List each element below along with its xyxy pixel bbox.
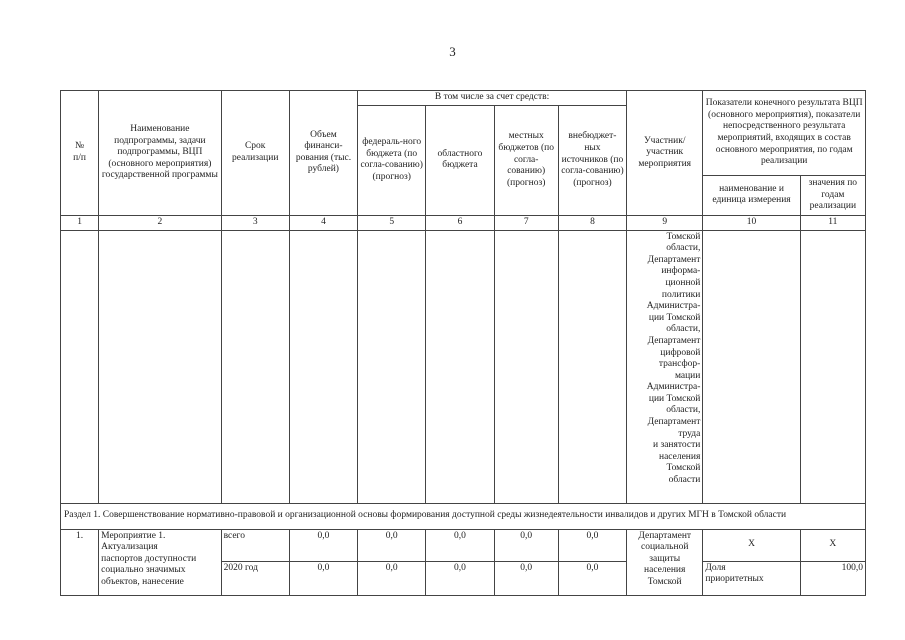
header-regional: областного бюджета: [426, 106, 494, 216]
activity-volume: 0,0: [289, 529, 357, 561]
header-local: местных бюджетов (по согла-сованию) (прогноз): [494, 106, 558, 216]
col-number: 2: [99, 215, 221, 230]
activity-period: всего: [221, 529, 289, 561]
activity-value: Х: [800, 529, 865, 561]
col-number: 8: [558, 215, 626, 230]
empty-cell: [289, 230, 357, 503]
activity-regional: 0,0: [426, 529, 494, 561]
header-name: Наименование подпрограммы, задачи подпрограммы, ВЦП (основного мероприятия) государственной программы: [99, 91, 221, 216]
header-num: № п/п: [61, 91, 99, 216]
header-row-1: [61, 91, 866, 106]
activity-indicator: Доля приоритетных: [703, 561, 800, 595]
col-number: 9: [627, 215, 703, 230]
header-participant: Участник/ участник мероприятия: [627, 91, 703, 216]
continuation-row: [61, 230, 866, 503]
col-number: 11: [800, 215, 865, 230]
continued-participants: Томской области, Департамент информа- ционной политики Администра- ции Томской области, Департамент цифровой трансфор- мации Администра- ции Томской области, Департамент труда и занятости населения Томской области: [627, 230, 703, 503]
program-table: [60, 90, 866, 596]
activity-federal: 0,0: [358, 561, 426, 595]
col-number: 5: [358, 215, 426, 230]
activity-participant: Департамент социальной защиты населения Томской: [627, 529, 703, 595]
empty-cell: [61, 230, 99, 503]
col-number: 10: [703, 215, 800, 230]
empty-cell: [426, 230, 494, 503]
header-values: значения по годам реализации: [800, 176, 865, 216]
empty-cell: [558, 230, 626, 503]
header-results: Показатели конечного результата ВЦП (основного мероприятия), показатели непосредственного результата мероприятий, входящих в состав основного мероприятия, по годам реализации: [703, 91, 866, 176]
header-including: В том числе за счет средств:: [358, 91, 627, 106]
col-number: 6: [426, 215, 494, 230]
column-numbers-row: [61, 215, 866, 230]
empty-cell: [358, 230, 426, 503]
section-row: [61, 503, 866, 529]
header-federal: федераль-ного бюджета (по согла-сованию) (прогноз): [358, 106, 426, 216]
empty-cell: [703, 230, 800, 503]
page-number: 3: [449, 44, 456, 59]
header-extrabudget: внебюджет-ных источников (по согла-сованию) (прогноз): [558, 106, 626, 216]
activity-regional: 0,0: [426, 561, 494, 595]
activity-row-total: [61, 529, 866, 561]
header-term: Срок реализации: [221, 91, 289, 216]
header-volume: Объем финанси-рования (тыс. рублей): [289, 91, 357, 216]
activity-volume: 0,0: [289, 561, 357, 595]
activity-number: 1.: [61, 529, 99, 595]
activity-extrabudget: 0,0: [558, 561, 626, 595]
col-number: 3: [221, 215, 289, 230]
empty-cell: [99, 230, 221, 503]
header-unit: наименование и единица измерения: [703, 176, 800, 216]
empty-cell: [800, 230, 865, 503]
activity-indicator: Х: [703, 529, 800, 561]
section-title: Раздел 1. Совершенствование нормативно-правовой и организационной основы формирования доступной среды жизнедеятельности инвалидов и других МГН в Томской области: [61, 503, 866, 529]
activity-local: 0,0: [494, 529, 558, 561]
activity-period: 2020 год: [221, 561, 289, 595]
activity-local: 0,0: [494, 561, 558, 595]
empty-cell: [494, 230, 558, 503]
activity-name: Мероприятие 1. Актуализация паспортов доступности социально значимых объектов, нанесение: [99, 529, 221, 595]
col-number: 7: [494, 215, 558, 230]
col-number: 4: [289, 215, 357, 230]
empty-cell: [221, 230, 289, 503]
activity-extrabudget: 0,0: [558, 529, 626, 561]
activity-federal: 0,0: [358, 529, 426, 561]
activity-value: 100,0: [800, 561, 865, 595]
col-number: 1: [61, 215, 99, 230]
